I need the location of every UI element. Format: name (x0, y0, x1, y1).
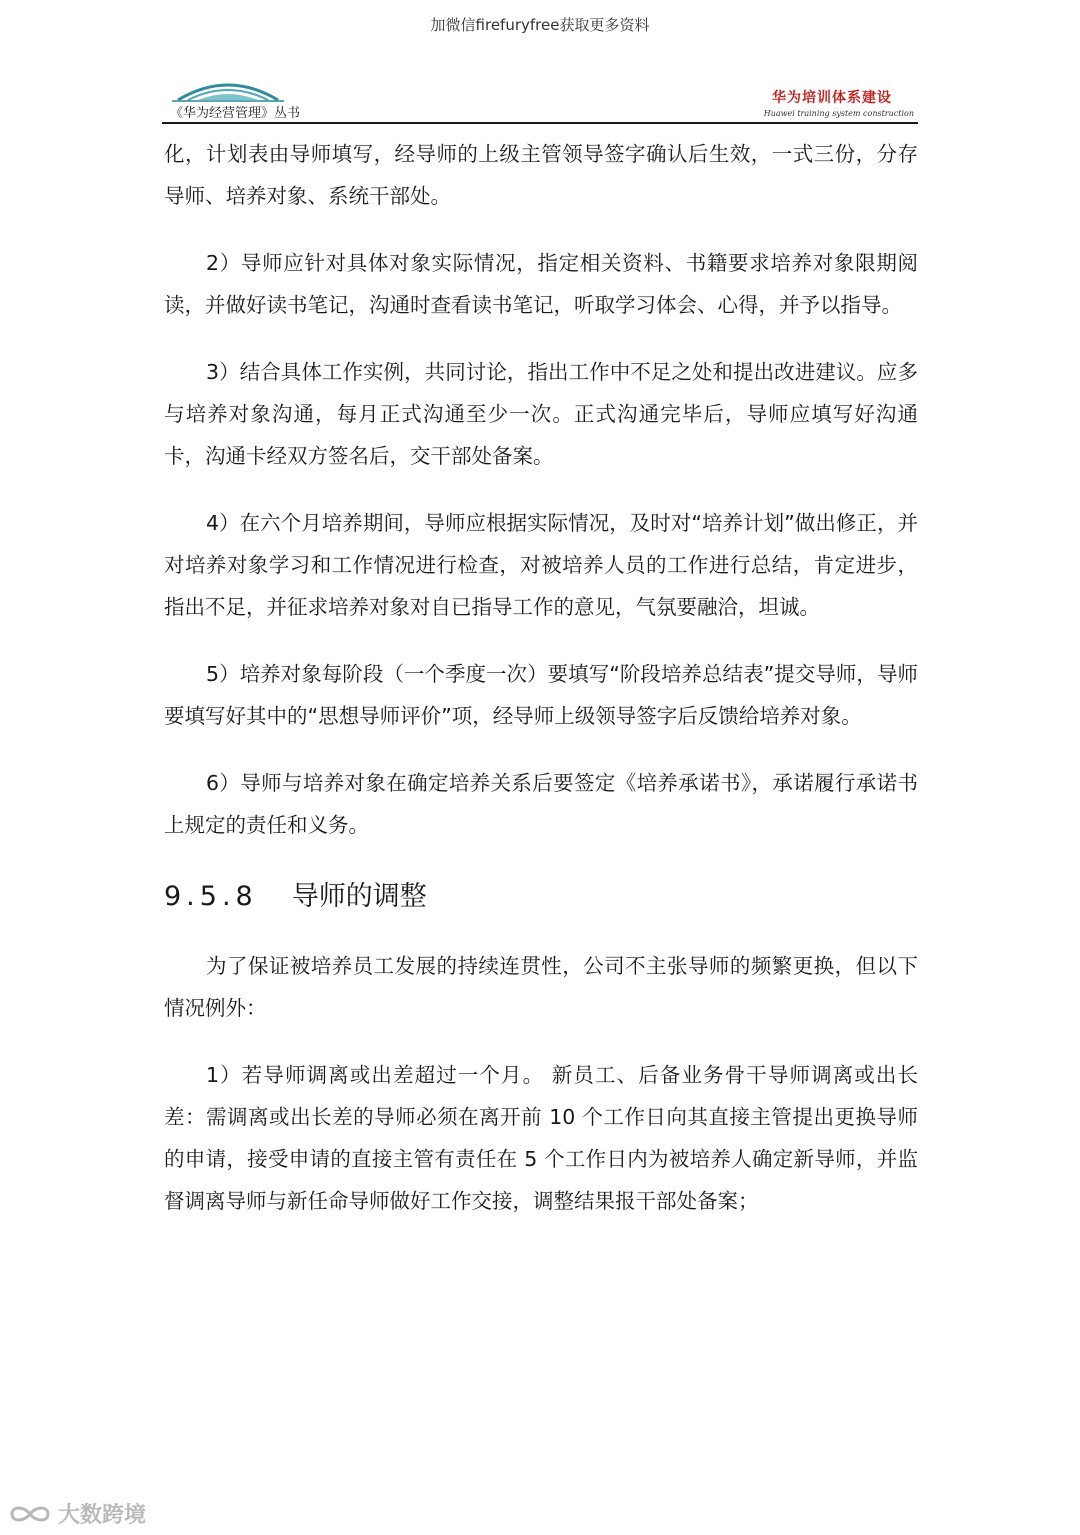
bottom-watermark (8, 1498, 146, 1529)
paragraph-item-2: 2）导师应针对具体对象实际情况，指定相关资料、书籍要求培养对象限期阅读，并做好读书笔记，沟通时查看读书笔记，听取学习体会、心得，并予以指导。 (164, 251, 918, 317)
page-content (164, 133, 918, 1222)
page-header (162, 74, 918, 126)
paragraph-item-4: 4）在六个月培养期间，导师应根据实际情况，及时对“培养计划”做出修正，并对培养对象学习和工作情况进行检查，对被培养人员的工作进行总结，肯定进步，指出不足，并征求培养对象对自已指导工作的意见，气氛要融洽，坦诚。 (164, 511, 918, 619)
paragraph-item-5: 5）培养对象每阶段（一个季度一次）要填写“阶段培养总结表”提交导师，导师要填写好其中的“思想导师评价”项，经导师上级领导签字后反馈给培养对象。 (164, 662, 918, 728)
section-heading (164, 877, 918, 917)
mountain-logo-icon (168, 76, 288, 104)
brand-title: 华为培训体系建设 (772, 90, 892, 106)
bottom-watermark-text: 大数跨境 (58, 1503, 147, 1528)
paragraph-exception-1: 1）若导师调离或出差超过一个月。 新员工、后备业务骨干导师调离或出长差：需调离或出长差的导师必须在离开前 10 个工作日向其直接主管提出更换导师的申请，接受申请的直接主管有责任在 5 个工作日内为被培养人确定新导师，并监督调离导师与新任命导师做好工作交接，调整结果报干部处备案； (164, 1063, 918, 1213)
series-title: 《华为经营管理》丛书 (170, 106, 301, 121)
brand-subtitle: Huawei training system construction (763, 109, 914, 118)
paragraph-item-3: 3）结合具体工作实例，共同讨论，指出工作中不足之处和提出改进建议。应多与培养对象沟通，每月正式沟通至少一次。正式沟通完毕后，导师应填写好沟通卡，沟通卡经双方签名后，交干部处备案。 (164, 360, 918, 468)
top-watermark-text: 加微信firefuryfree获取更多资料 (430, 16, 650, 34)
infinity-logo-icon (8, 1502, 52, 1526)
paragraph-continuation: 化，计划表由导师填写，经导师的上级主管领导签字确认后生效，一式三份，分存导师、培养对象、系统干部处。 (164, 142, 918, 208)
section-number: 9.5.8 (164, 881, 258, 912)
paragraph-intro: 为了保证被培养员工发展的持续连贯性，公司不主张导师的频繁更换，但以下情况例外： (164, 954, 918, 1020)
section-title: 导师的调整 (291, 881, 427, 912)
paragraph-item-6: 6）导师与培养对象在确定培养关系后要签定《培养承诺书》，承诺履行承诺书上规定的责任和义务。 (164, 771, 918, 837)
header-divider (162, 122, 918, 124)
